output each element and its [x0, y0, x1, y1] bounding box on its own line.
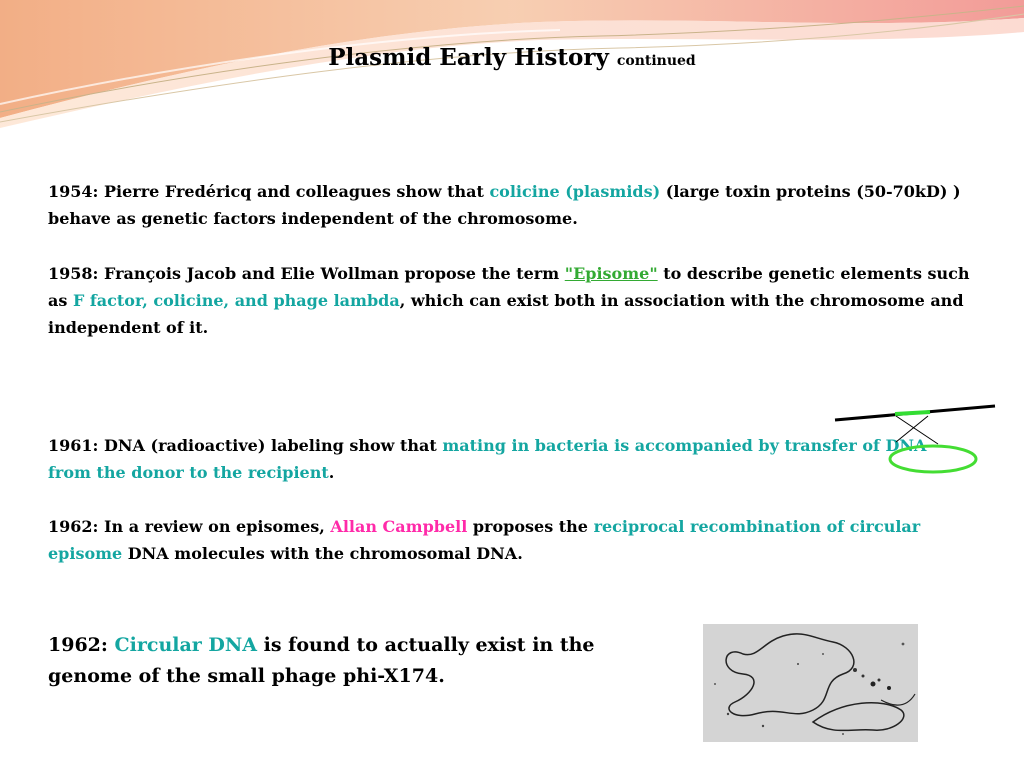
entry-year: 1961:	[48, 436, 99, 455]
entry-highlight-name: Allan Campbell	[330, 517, 468, 536]
entry-text	[108, 634, 115, 656]
entry-1962-campbell	[48, 513, 973, 567]
entry-highlight: Circular DNA	[114, 634, 258, 656]
slide-title	[0, 44, 1024, 71]
entry-text: François Jacob and Elie Wollman propose the term	[98, 264, 565, 283]
recombination-diagram	[830, 398, 1005, 478]
entry-text: is found to actually exist in the genome of the small phage phi-X174.	[48, 634, 595, 687]
entry-highlight: mating in bacteria is accompanied by transfer of DNA from the donor to the recipient	[48, 436, 927, 482]
entry-text: In a review on episomes,	[98, 517, 331, 536]
entry-text: (large toxin proteins (50-70kD) ) behave as genetic factors independent of the chromosome.	[48, 182, 961, 228]
entry-highlight: colicine (plasmids)	[489, 182, 661, 201]
entry-text: , which can exist both in association with the chromosome and independent of it.	[48, 291, 964, 337]
episome-link[interactable]: "Episome"	[564, 264, 658, 283]
entry-text: Pierre Fredéricq and colleagues show that	[98, 182, 490, 201]
circular-dna-micrograph	[703, 624, 918, 742]
entry-text: DNA (radioactive) labeling show that	[98, 436, 443, 455]
entry-highlight: F factor, colicine, and phage lambda	[72, 291, 400, 310]
entry-1954	[48, 178, 973, 232]
entry-highlight: reciprocal recombination of circular episome	[48, 517, 921, 563]
title-main: Plasmid Early History	[328, 44, 609, 71]
title-suffix: continued	[616, 53, 696, 69]
entry-text: proposes the	[467, 517, 594, 536]
entry-year: 1958:	[48, 264, 99, 283]
micrograph-image	[703, 624, 918, 742]
entry-1958	[48, 260, 973, 341]
entry-1962-circular-dna	[48, 630, 608, 692]
circular-episome-ring	[890, 446, 976, 472]
entry-text: .	[328, 463, 335, 482]
entry-text: to describe genetic elements such as	[48, 264, 970, 310]
entry-year: 1962:	[48, 634, 108, 656]
entry-year: 1954:	[48, 182, 99, 201]
entry-text: DNA molecules with the chromosomal DNA.	[122, 544, 523, 563]
crossover-segment	[895, 412, 930, 414]
cross-line	[896, 416, 938, 444]
entry-year: 1962:	[48, 517, 99, 536]
cross-line	[896, 416, 928, 442]
